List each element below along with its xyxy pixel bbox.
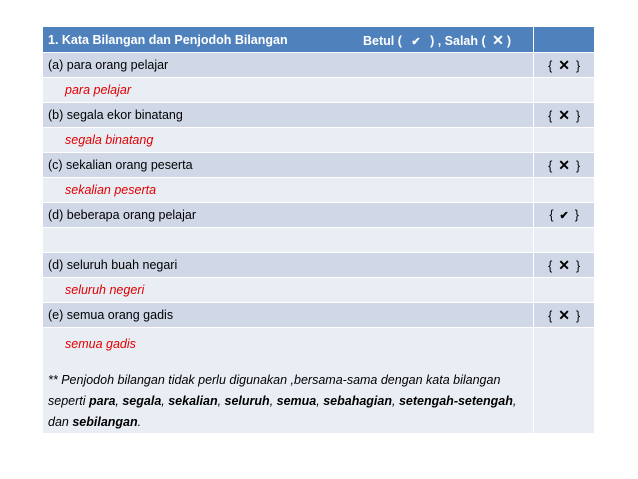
footnote-prefix: ** Penjodoh bilangan tidak perlu digunakan ,bersama-sama dengan kata bilangan seperti xyxy=(48,373,501,408)
brace-close: } xyxy=(576,258,581,273)
separator: , xyxy=(269,394,277,408)
brace-open: { xyxy=(549,208,554,222)
table-row xyxy=(43,203,595,228)
separator: , xyxy=(391,394,399,408)
header-title: 1. Kata Bilangan dan Penjodoh Bilangan xyxy=(48,32,288,47)
cross-icon: ✕ xyxy=(558,56,570,73)
empty-cell xyxy=(534,128,595,153)
cross-icon: ✕ xyxy=(558,256,570,273)
item-text: (b) segala ekor binatang xyxy=(43,103,534,128)
brace-close: } xyxy=(576,158,581,173)
legend-prefix: Betul ( xyxy=(363,34,402,48)
brace-open: { xyxy=(548,158,553,173)
legend-mid: ) , Salah ( xyxy=(430,34,486,48)
separator: , xyxy=(161,394,169,408)
answer-mark xyxy=(534,53,595,78)
table-row xyxy=(43,228,595,253)
item-text: (c) sekalian orang peserta xyxy=(43,153,534,178)
brace-open: { xyxy=(548,58,553,73)
empty-cell xyxy=(534,178,595,203)
keyword: setengah-setengah xyxy=(398,394,513,408)
correction-text: para pelajar xyxy=(43,78,534,103)
answer-mark xyxy=(534,153,595,178)
table-header xyxy=(43,27,595,53)
brace-close: } xyxy=(576,108,581,123)
empty-cell xyxy=(534,228,595,253)
item-text: (a) para orang pelajar xyxy=(43,53,534,78)
table-row xyxy=(43,303,595,328)
brace-close: } xyxy=(576,58,581,73)
header-legend xyxy=(363,32,511,49)
answer-mark xyxy=(534,253,595,278)
correction-text: semua gadis xyxy=(65,337,136,351)
table-row xyxy=(43,328,595,434)
cross-icon: ✕ xyxy=(492,32,504,48)
keyword: sekalian xyxy=(168,394,218,408)
keyword: seluruh xyxy=(224,394,270,408)
cross-icon: ✕ xyxy=(558,106,570,123)
separator: , xyxy=(316,394,324,408)
keyword: para xyxy=(89,394,116,408)
brace-open: { xyxy=(548,108,553,123)
correction-text xyxy=(43,228,534,253)
brace-close: } xyxy=(574,208,579,222)
table-row xyxy=(43,53,595,78)
keyword: semua xyxy=(276,394,317,408)
empty-cell xyxy=(534,328,595,434)
check-icon: ✔ xyxy=(411,36,421,48)
note-cell xyxy=(43,328,534,434)
item-text: (d) seluruh buah negari xyxy=(43,253,534,278)
header-cell xyxy=(43,27,534,53)
brace-open: { xyxy=(548,308,553,323)
brace-open: { xyxy=(548,258,553,273)
answer-mark xyxy=(534,303,595,328)
brace-close: } xyxy=(576,308,581,323)
table-row xyxy=(43,153,595,178)
correction-text: segala binatang xyxy=(43,128,534,153)
empty-cell xyxy=(534,78,595,103)
check-icon: ✔ xyxy=(559,210,569,222)
footnote-end: . xyxy=(137,415,142,429)
correction-text: seluruh negeri xyxy=(43,278,534,303)
table-row xyxy=(43,253,595,278)
cross-icon: ✕ xyxy=(558,306,570,323)
table-row xyxy=(43,178,595,203)
footnote xyxy=(48,370,528,433)
legend-suffix: ) xyxy=(506,34,512,48)
table-row xyxy=(43,128,595,153)
cross-icon: ✕ xyxy=(558,156,570,173)
item-text: (d) beberapa orang pelajar xyxy=(43,203,534,228)
table-row xyxy=(43,278,595,303)
keyword: sebilangan xyxy=(72,415,138,429)
separator: , dan xyxy=(48,394,517,429)
keyword: segala xyxy=(122,394,162,408)
table-row xyxy=(43,78,595,103)
answer-mark xyxy=(534,203,595,228)
header-mark-cell xyxy=(534,27,595,53)
keyword: sebahagian xyxy=(323,394,392,408)
separator: , xyxy=(115,394,123,408)
empty-cell xyxy=(534,278,595,303)
answer-mark xyxy=(534,103,595,128)
table-row xyxy=(43,103,595,128)
exercise-table xyxy=(42,26,595,434)
separator: , xyxy=(217,394,225,408)
correction-text: sekalian peserta xyxy=(43,178,534,203)
item-text: (e) semua orang gadis xyxy=(43,303,534,328)
